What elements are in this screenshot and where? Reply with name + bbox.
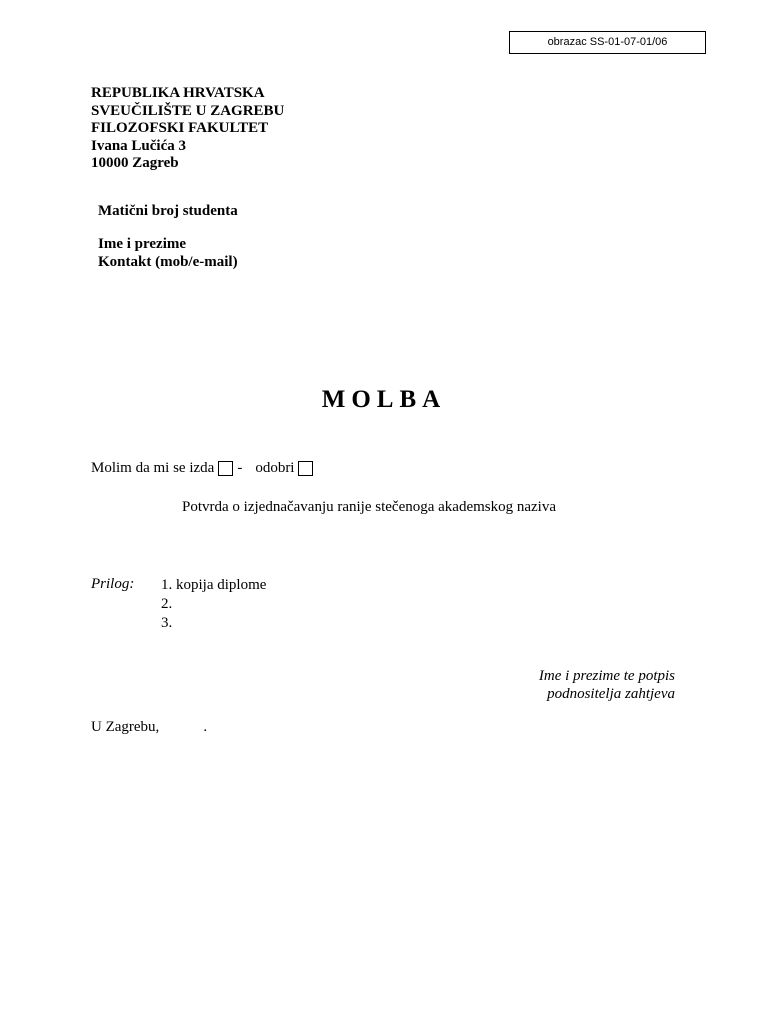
signature-block	[539, 668, 675, 703]
attachment-item: 3.	[161, 615, 173, 631]
request-prefix: Molim da mi se izda	[91, 460, 215, 476]
institution-line-street: Ivana Lučića 3	[91, 137, 187, 154]
place-date-line	[91, 719, 207, 736]
issue-checkbox[interactable]	[218, 461, 233, 476]
institution-header	[91, 85, 284, 173]
request-separator: -	[237, 460, 243, 476]
request-line	[91, 460, 317, 477]
approve-label: odobri	[255, 460, 295, 476]
institution-line-university: SVEUČILIŠTE U ZAGREBU	[91, 102, 285, 119]
institution-line-city: 10000 Zagreb	[91, 155, 179, 171]
approve-checkbox[interactable]	[298, 461, 313, 476]
date-dot: .	[203, 719, 208, 735]
attachments-list	[161, 576, 266, 633]
institution-line-faculty: FILOZOFSKI FAKULTET	[91, 120, 269, 136]
form-code-box: obrazac SS-01-07-01/06	[509, 31, 706, 54]
place-label: U Zagrebu,	[91, 719, 160, 735]
attachment-item: 1. kopija diplome	[161, 577, 267, 593]
request-subject: Potvrda o izjednačavanju ranije stečenoga akademskog naziva	[182, 499, 557, 515]
document-title: MOLBA	[321, 386, 447, 413]
student-contact-label: Kontakt (mob/e-mail)	[98, 254, 238, 270]
student-name-label: Ime i prezime	[98, 236, 187, 252]
institution-line-country: REPUBLIKA HRVATSKA	[91, 85, 265, 101]
signature-line-1: Ime i prezime te potpis	[538, 668, 675, 684]
attachment-item: 2.	[161, 596, 173, 612]
signature-line-2: podnositelja zahtjeva	[547, 685, 675, 702]
student-id-label: Matični broj studenta	[98, 203, 238, 219]
attachments-label: Prilog:	[91, 576, 135, 592]
